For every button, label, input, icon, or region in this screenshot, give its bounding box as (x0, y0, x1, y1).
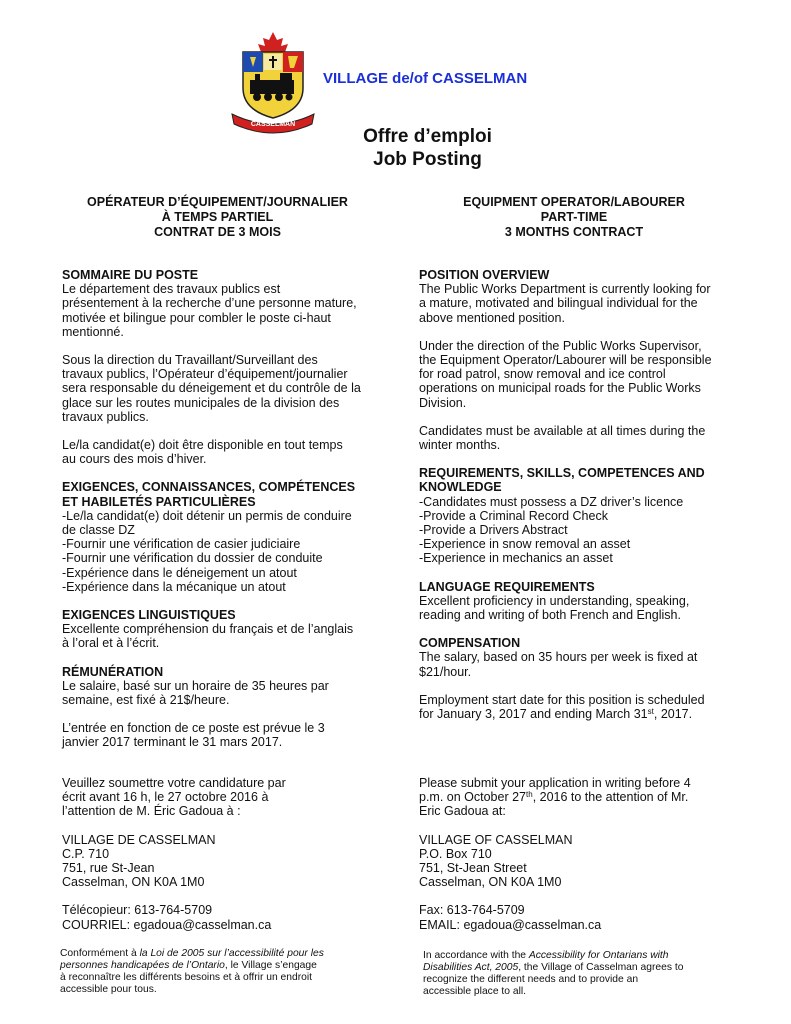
section-heading: KNOWLEDGE (419, 480, 502, 495)
text-line: semaine, est fixé à 21$/heure. (62, 693, 230, 708)
ordinal-suffix: st (647, 707, 654, 717)
footnote-text: accessible pour tous. (60, 984, 157, 995)
address-line: 751, rue St-Jean (62, 861, 155, 876)
text-line: The Public Works Department is currently looking for (419, 282, 711, 297)
address-line: P.O. Box 710 (419, 846, 492, 861)
text-line: Excellent proficiency in understanding, speaking, (419, 593, 690, 608)
address-line: Casselman, ON K0A 1M0 (62, 875, 205, 890)
text-line: Le département des travaux publics est (62, 282, 281, 297)
text-fragment: , 2016 to the attention of Mr. (532, 790, 689, 805)
list-item: -Expérience dans le déneigement un atout (62, 565, 297, 580)
job-title-fr (60, 195, 375, 240)
section-heading: EXIGENCES LINGUISTIQUES (62, 608, 236, 623)
title-en: Job Posting (373, 149, 482, 170)
text-line (419, 707, 749, 721)
email-line: COURRIEL: egadoua@casselman.ca (62, 917, 272, 932)
footnote-text: accessible place to all. (423, 986, 527, 997)
list-item: -Provide a Criminal Record Check (419, 508, 608, 523)
footnote-text: , the Village of Casselman agrees to (518, 962, 684, 973)
text-line: Please submit your application in writing before 4 (419, 776, 691, 790)
job-title-en-line: PART-TIME (540, 210, 608, 224)
text-line: travaux publics, l’Opérateur d’équipement/journalier (62, 367, 348, 382)
job-title-en-line: EQUIPMENT OPERATOR/LABOURER (463, 195, 685, 209)
posting-title (320, 125, 535, 171)
text-line: motivée et bilingue pour combler le poste ci-haut (62, 310, 331, 325)
job-title-fr-line: OPÉRATEUR D’ÉQUIPEMENT/JOURNALIER (87, 195, 348, 209)
text-line: sera responsable du déneigement et du contrôle de la (62, 381, 361, 396)
list-item: -Provide a Drivers Abstract (419, 523, 568, 538)
list-item: -Le/la candidat(e) doit détenir un permis de conduire (62, 508, 352, 523)
address-line: VILLAGE OF CASSELMAN (419, 832, 573, 847)
fax-line: Télécopieur: 613-764-5709 (62, 903, 213, 918)
text-line: travaux publics. (62, 409, 149, 424)
village-title: VILLAGE de/of CASSELMAN (323, 70, 528, 87)
text-line: Le/la candidat(e) doit être disponible en tout temps (62, 438, 343, 453)
text-line: Veuillez soumettre votre candidature par (62, 776, 286, 790)
text-line: l’attention de M. Éric Gadoua à : (62, 804, 241, 819)
text-fragment: , 2017. (653, 707, 693, 722)
section-heading: LANGUAGE REQUIREMENTS (419, 579, 595, 594)
text-line: Employment start date for this position is scheduled (419, 692, 705, 707)
text-line: présentement à la recherche d’une personne mature, (62, 296, 357, 311)
section-heading: POSITION OVERVIEW (419, 268, 550, 282)
job-title-en-line: 3 MONTHS CONTRACT (504, 225, 644, 239)
footnote-law: personnes handicapées de l’Ontario (60, 960, 225, 971)
text-line: The salary, based on 35 hours per week is fixed at (419, 650, 698, 665)
section-heading: REQUIREMENTS, SKILLS, COMPETENCES AND (419, 466, 705, 481)
job-title-fr-line: CONTRAT DE 3 MOIS (154, 225, 281, 239)
title-fr: Offre d’emploi (363, 126, 492, 147)
text-fragment: p.m. on October 27 (419, 790, 527, 805)
footnote-law: la Loi de 2005 sur l’accessibilité pour les (139, 948, 324, 959)
casselman-logo (228, 30, 318, 134)
text-fragment: for January 3, 2017 and ending March 31 (419, 707, 648, 722)
text-line: Excellente compréhension du français et de l’anglais (62, 622, 354, 637)
text-line: a mature, motivated and bilingual individual for the (419, 296, 698, 311)
text-line: reading and writing of both French and English. (419, 608, 681, 623)
section-heading: EXIGENCES, CONNAISSANCES, COMPÉTENCES (62, 480, 356, 495)
address-line: C.P. 710 (62, 846, 110, 861)
text-line: au cours des mois d’hiver. (62, 452, 207, 467)
section-heading: COMPENSATION (419, 636, 521, 651)
text-line: Sous la direction du Travaillant/Surveillant des (62, 353, 318, 368)
footnote-law: Disabilities Act, 2005 (423, 962, 519, 973)
list-item: -Experience in mechanics an asset (419, 551, 613, 566)
text-line (419, 790, 749, 804)
text-line: écrit avant 16 h, le 27 octobre 2016 à (62, 790, 269, 805)
list-item: -Fournir une vérification du dossier de conduite (62, 551, 323, 566)
footnote-text: à reconnaître les différents besoins et à offrir un endroit (60, 972, 313, 983)
logo-ribbon-text: CASSELMAN (250, 121, 296, 128)
list-item: -Candidates must possess a DZ driver’s licence (419, 494, 684, 509)
section-heading: RÉMUNÉRATION (62, 664, 164, 679)
section-heading: SOMMAIRE DU POSTE (62, 268, 199, 282)
footnote-text: recognize the different needs and to provide an (423, 974, 639, 985)
text-line: $21/hour. (419, 664, 472, 679)
text-line: janvier 2017 terminant le 31 mars 2017. (62, 735, 283, 750)
text-line: Eric Gadoua at: (419, 804, 506, 819)
email-line: EMAIL: egadoua@casselman.ca (419, 917, 602, 932)
text-line: mentionné. (62, 324, 124, 339)
english-column (419, 268, 749, 721)
list-item: de classe DZ (62, 523, 135, 538)
footnote-text: , le Village s’engage (224, 960, 317, 971)
address-line: VILLAGE DE CASSELMAN (62, 832, 216, 847)
text-line: Candidates must be available at all times during the (419, 423, 706, 438)
job-title-en (418, 195, 730, 240)
address-line: Casselman, ON K0A 1M0 (419, 875, 562, 890)
footnote-text: In accordance with the (423, 950, 529, 961)
text-line: Under the direction of the Public Works Supervisor, (419, 338, 702, 353)
footnote-text: Conformément à (60, 948, 140, 959)
ordinal-suffix: th (526, 790, 533, 800)
text-line: à l’oral et à l’écrit. (62, 636, 160, 651)
list-item: -Fournir une vérification de casier judiciaire (62, 537, 301, 552)
text-line: above mentioned position. (419, 310, 565, 325)
text-line: operations on municipal roads for the Public Works (419, 381, 701, 396)
text-line: glace sur les routes municipales de la division des (62, 395, 340, 410)
english-contact (419, 776, 749, 932)
list-item: -Experience in snow removal an asset (419, 537, 631, 552)
text-line: the Equipment Operator/Labourer will be responsible (419, 353, 712, 368)
text-line: winter months. (419, 438, 501, 453)
section-heading: ET HABILETÉS PARTICULIÈRES (62, 494, 256, 509)
french-accessibility-note (60, 948, 380, 996)
address-line: 751, St-Jean Street (419, 861, 527, 876)
job-title-fr-line: À TEMPS PARTIEL (161, 210, 274, 224)
fax-line: Fax: 613-764-5709 (419, 903, 525, 918)
text-line: for road patrol, snow removal and ice control (419, 367, 666, 382)
list-item: -Expérience dans la mécanique un atout (62, 579, 286, 594)
footnote-law: Accessibility for Ontarians with (528, 950, 669, 961)
text-line: Le salaire, basé sur un horaire de 35 heures par (62, 678, 329, 693)
french-contact (62, 776, 382, 932)
text-line: L’entrée en fonction de ce poste est prévue le 3 (62, 721, 325, 736)
french-column (62, 268, 382, 750)
english-accessibility-note (423, 950, 743, 998)
text-line: Division. (419, 395, 467, 410)
